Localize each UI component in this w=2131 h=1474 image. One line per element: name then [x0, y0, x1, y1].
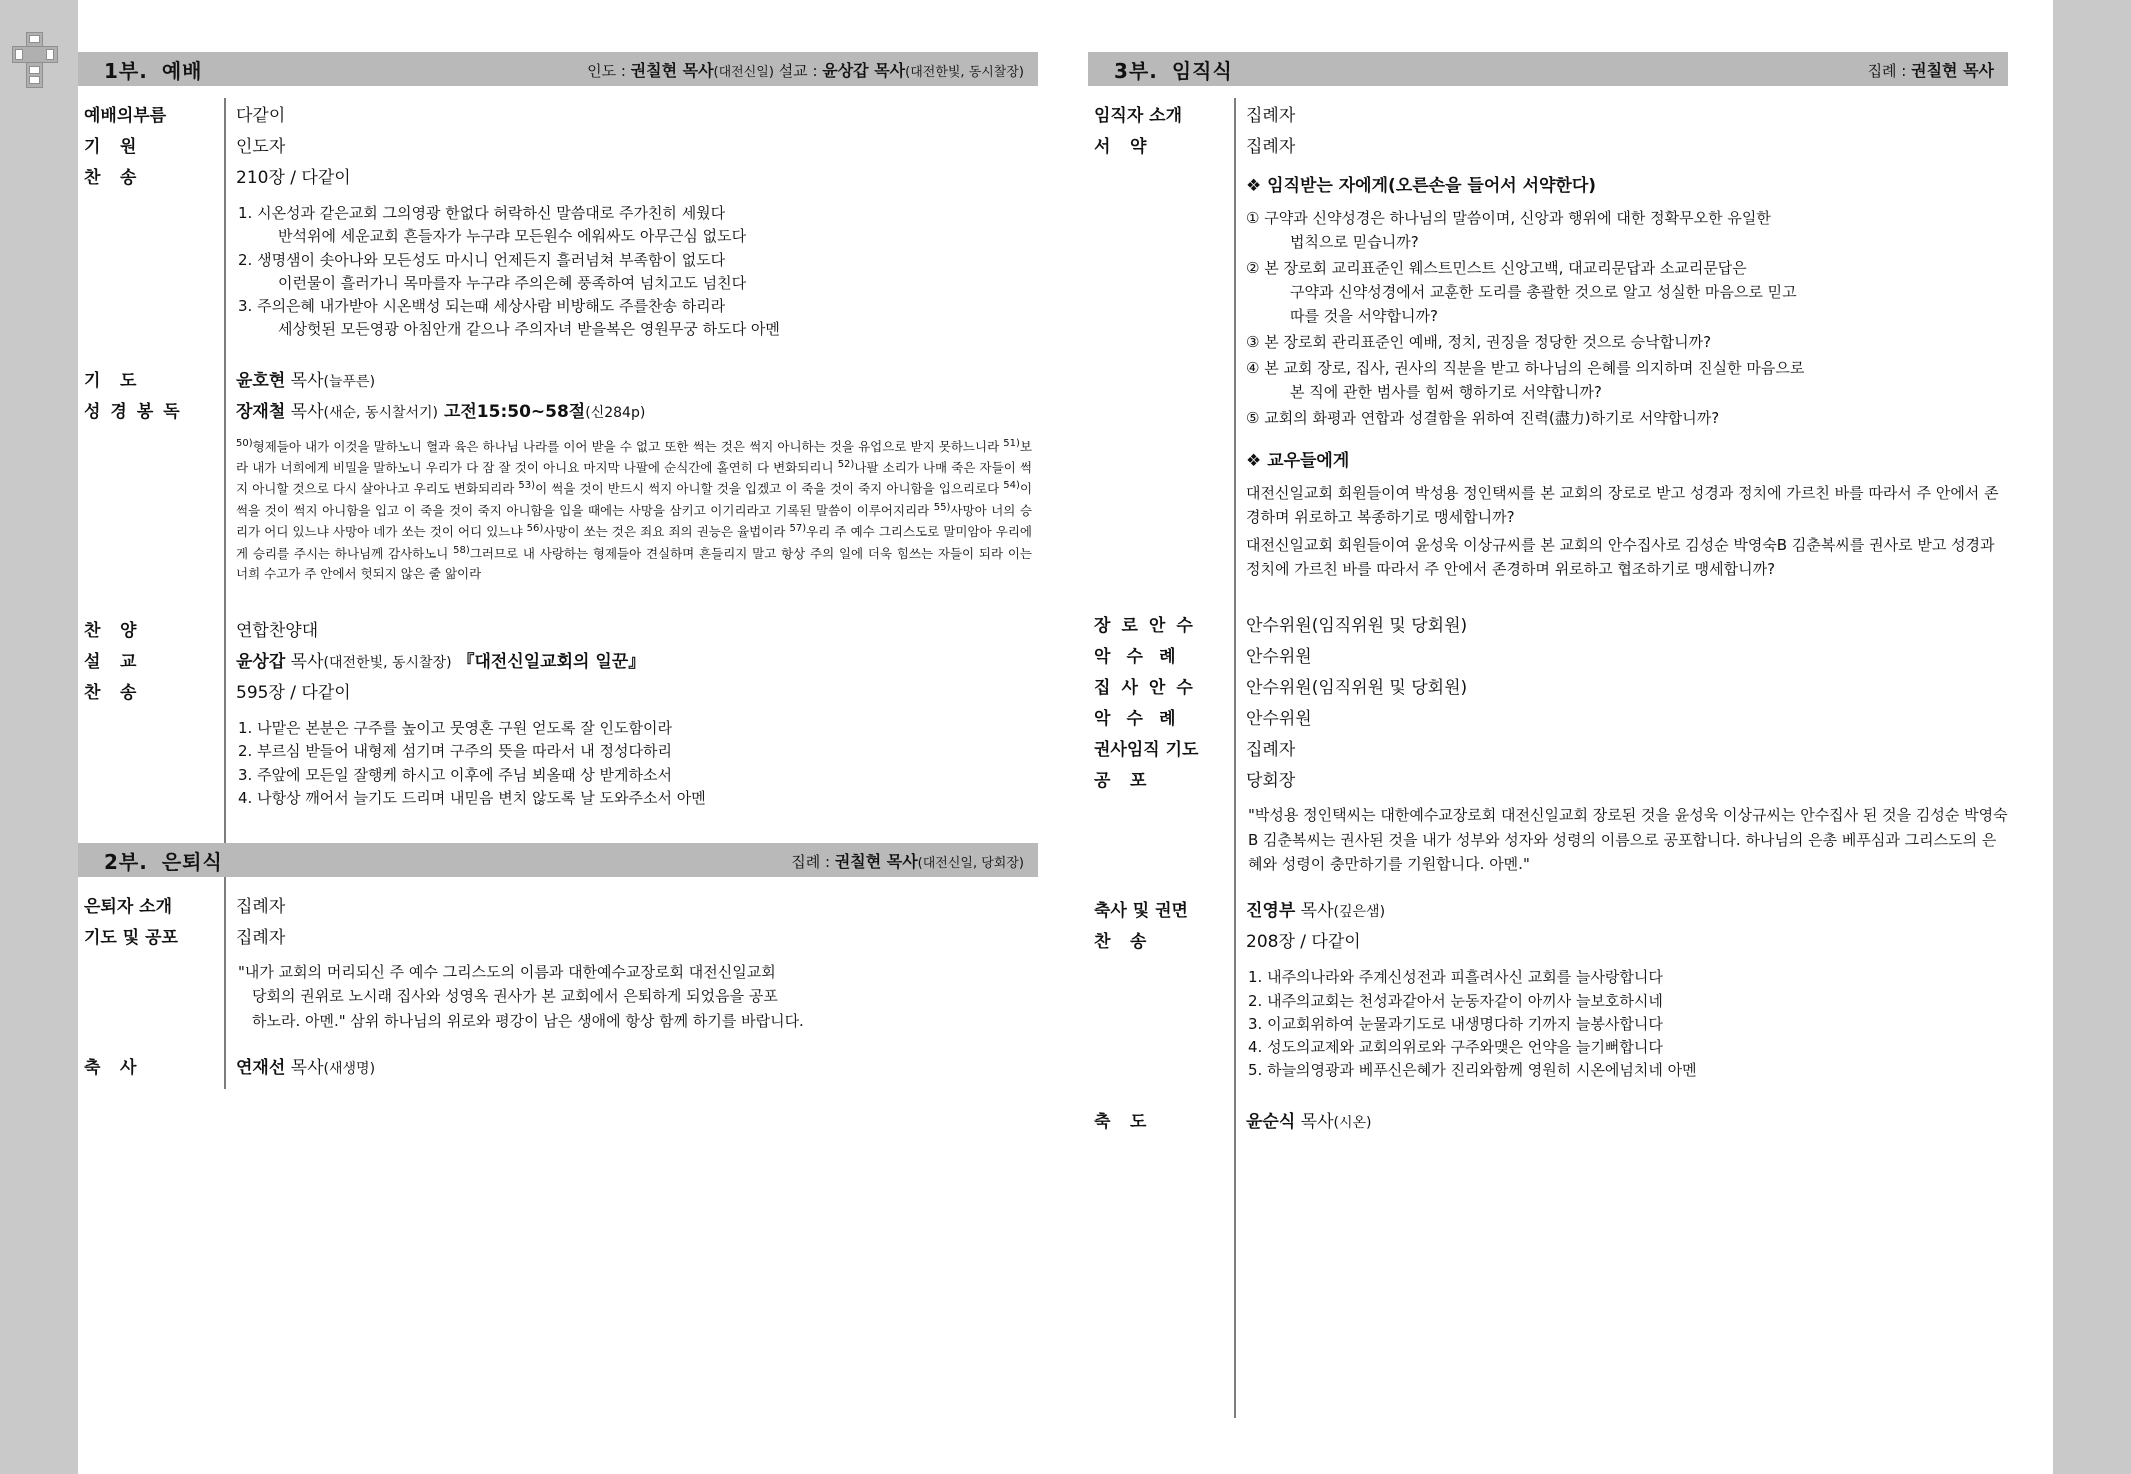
row-label	[78, 923, 218, 948]
row-label-text: 장 로 안 수	[1094, 616, 1196, 637]
hymn-595-lyrics	[218, 709, 1038, 814]
pledge-item-main: ④ 본 교회 장로, 집사, 권사의 직분을 받고 하나님의 은혜를 의지하며 진실한 마음으로	[1246, 359, 1805, 378]
hymn-210-lyrics	[218, 194, 1038, 346]
pledge-item	[1246, 256, 2008, 328]
hymn-595-lyrics-block	[78, 706, 1038, 817]
pledge-congregation-title: ❖ 교우들에게	[1246, 451, 1350, 472]
row-prayer-proclamation	[78, 920, 1038, 951]
prayer-person: 윤호현	[236, 370, 286, 391]
pledge-ordinand-title: ❖ 임직받는 자에게(오른손을 들어서 서약한다)	[1246, 176, 1597, 196]
row-label	[1088, 642, 1228, 667]
row-label	[1088, 611, 1228, 636]
hymn-line: 3. 이교회위하여 눈물과기도로 내생명다하 기까지 늘봉사합니다	[1248, 1014, 1663, 1033]
reader-person: 장재철	[236, 401, 286, 422]
row-hymn-595	[78, 675, 1038, 706]
row-value: 당회장	[1246, 771, 1296, 792]
hymn-line: 3. 주앞에 모든일 잘행케 하시고 이후에 주님 뵈올때 상 받게하소서	[238, 765, 672, 784]
pledge-item-main: ① 구약과 신약성경은 하나님의 말씀이며, 신앙과 행위에 대한 정확무오한 유일한	[1246, 209, 1771, 228]
row-value: 집례자	[1246, 137, 1296, 157]
row-value: 연합찬양대	[236, 621, 319, 642]
row-handshake-2	[1088, 701, 2008, 732]
row-label	[1088, 896, 1228, 921]
row-call-to-worship	[78, 98, 1038, 129]
prayer-title: 목사	[285, 370, 324, 391]
row-label	[1088, 673, 1228, 698]
row-handshake-1	[1088, 639, 2008, 670]
part3-divider	[1234, 98, 1236, 1418]
row-label-text: 임직자 소개	[1094, 106, 1183, 126]
row-label	[78, 647, 218, 672]
meta-label-officiant: 집례 :	[1867, 61, 1912, 80]
section-header-part1	[78, 52, 1038, 86]
row-congratulation	[78, 1050, 1038, 1081]
part2-divider	[224, 889, 226, 1089]
row-label	[78, 1053, 218, 1078]
row-value: 안수위원	[1246, 709, 1312, 730]
meta-label-leader: 인도 :	[587, 61, 631, 80]
section-number-part3: 3부.	[1114, 58, 1158, 83]
pledge-item	[1246, 330, 2008, 354]
preacher-title: 목사	[285, 652, 324, 673]
row-benediction	[1088, 1104, 2008, 1135]
hymn-line: 3. 주의은혜 내가받아 시온백성 되는때 세상사람 비방해도 주를찬송 하리라	[238, 297, 726, 315]
row-deacon-ordination	[1088, 670, 2008, 701]
row-label-text: 집 사 안 수	[1094, 678, 1196, 699]
ordination-proclamation-text: "박성용 정인택씨는 대한예수교장로회 대전신일교회 장로된 것을 윤성욱 이상규씨는 안수집사 된 것을 김성순 박영숙B 김춘복씨는 권사된 것을 내가 성부와 성자와 성령의 이름으로 공포합니다. 하나님의 은총 베푸심과 그리스도의 은혜와 성령이 충만하기를 기원합니다. 아멘."	[1248, 806, 2008, 873]
hymn-208-lyrics	[1228, 958, 2008, 1086]
left-column	[78, 0, 1038, 1081]
reader-title: 목사	[285, 401, 324, 422]
exhorter-church: (깊은샘)	[1333, 904, 1386, 921]
row-value	[218, 647, 1038, 672]
scripture-text-block	[78, 425, 1038, 594]
pledge-to-ordinands-cell	[1228, 163, 2008, 585]
proclamation-line: 하노라. 아멘." 삼위 하나님의 위로와 평강이 남은 생애에 항상 함께 하기를 바랍니다.	[252, 1011, 804, 1030]
pledge-item-main: ② 본 장로회 교리표준인 웨스트민스트 신앙고백, 대교리문답과 소교리문답은	[1246, 259, 1747, 278]
row-label-text: 성 경 봉 독	[84, 401, 182, 422]
row-value: 집례자	[1246, 740, 1296, 761]
row-hymn-210	[78, 160, 1038, 191]
meta-label-officiant: 집례 :	[791, 852, 835, 871]
row-label-text: 축 도	[1094, 1111, 1154, 1132]
row-value: 안수위원	[1246, 647, 1312, 668]
row-value: 안수위원(임직위원 및 당회원)	[1246, 678, 1468, 699]
scripture-text-cell	[218, 428, 1038, 591]
hymn-line: 1. 내주의나라와 주계신성전과 피흘려사신 교회를 늘사랑합니다	[1248, 968, 1663, 987]
pledge-item	[1246, 206, 2008, 254]
exhorter-title: 목사	[1295, 901, 1334, 922]
preacher-person: 윤상갑	[236, 652, 286, 673]
row-value: 안수위원(임직위원 및 당회원)	[1246, 616, 1468, 637]
hymn-line: 2. 생명샘이 솟아나와 모든성도 마시니 언제든지 흘러넘쳐 부족함이 없도다	[238, 250, 726, 269]
row-label-text: 서 약	[1094, 137, 1154, 157]
scripture-page: (신284p)	[585, 404, 646, 421]
benediction-person: 윤순식	[1246, 1111, 1296, 1132]
row-label	[78, 132, 218, 157]
congrat-church: (새생명)	[323, 1061, 376, 1078]
meta-officiant-name: 권칠현 목사	[834, 851, 918, 871]
hymn-line: 5. 하늘의영광과 베푸신은혜가 진리와함께 영원히 시온에넘치네 아멘	[1248, 1061, 1697, 1080]
row-value: 208장 / 다같이	[1246, 932, 1361, 953]
preacher-church: (대전한빛, 동시찰장)	[323, 655, 452, 672]
pledge-congregation-para: 대전신일교회 회원들이여 윤성욱 이상규씨를 본 교회의 안수집사로 김성순 박영숙B 김춘복씨를 권사로 받고 성경과 정치에 가르친 바를 따라서 주 안에서 존경하며 위로하고 협조하기로 맹세합니까?	[1246, 536, 1995, 579]
pledge-item-cont: 법칙으로 믿습니까?	[1290, 233, 1419, 252]
pledge-congregation-para: 대전신일교회 회원들이여 박성용 정인택씨를 본 교회의 장로로 받고 성경과 정치에 가르친 바를 따라서 주 안에서 존경하며 위로하고 복종하기로 맹세합니까?	[1246, 484, 1999, 527]
section-meta-part1	[587, 58, 1024, 81]
right-column	[1088, 0, 2008, 1135]
row-label-text: 기 원	[84, 137, 144, 157]
reader-church: (새순, 동시찰서기)	[323, 404, 439, 421]
benediction-title: 목사	[1295, 1111, 1334, 1132]
row-value: 집례자	[236, 897, 286, 918]
row-congrat-exhortation	[1088, 893, 2008, 924]
row-label-text: 권사임직 기도	[1094, 740, 1199, 761]
pledge-item-cont: 구약과 신약성경에서 교훈한 도리를 총괄한 것으로 알고 성실한 마음으로 믿고	[1290, 283, 1797, 302]
row-proclamation	[1088, 763, 2008, 794]
hymn-line: 1. 시온성과 같은교회 그의영광 한없다 허락하신 말씀대로 주가친히 세웠다	[238, 204, 726, 222]
row-sermon	[78, 644, 1038, 675]
meta-officiant-church: (대전신일, 당회장)	[917, 855, 1024, 871]
row-label-text: 축사 및 권면	[1094, 901, 1188, 922]
section-title-part3: 임직식	[1171, 58, 1233, 83]
row-label	[1088, 101, 1228, 126]
scripture-reference: 고전15:50~58절	[438, 401, 586, 422]
retirement-proclamation-block	[78, 951, 1038, 1036]
sermon-title: 『대전신일교회의 일꾼』	[451, 652, 646, 673]
hymn-line: 4. 나항상 깨어서 늘기도 드리며 내믿음 변치 않도록 날 도와주소서 아멘	[238, 788, 706, 807]
meta-label-preacher: 설교 :	[773, 61, 823, 80]
part2-rows	[78, 889, 1038, 1081]
section-header-part3	[1088, 52, 2008, 86]
row-label	[78, 163, 218, 188]
bulletin-page	[78, 0, 2053, 1474]
row-value: 집례자	[236, 928, 286, 949]
hymn-210-lyrics-block	[78, 191, 1038, 349]
left-margin-strip	[0, 0, 78, 1474]
row-label-text: 찬 송	[84, 683, 144, 704]
row-label	[78, 616, 218, 641]
meta-preacher-church: (대전한빛, 동시찰장)	[905, 64, 1024, 80]
ordination-proclamation-block	[1088, 794, 2008, 879]
cross-logo-icon	[12, 32, 58, 88]
section-meta-part2	[791, 849, 1024, 872]
scripture-text: $^{50)}$형제들아 내가 이것을 말하노니 혈과 육은 하나님 나라를 이어 받을 수 없고 또한 썩는 것은 썩지 아니하는 것을 유업으로 받지 못하느니라 $^{51)}$보라 내가 너희에게 비밀을 말하노니 우리가 다 잠 잘 것이 아니요 마지막 나팔에 순식간에 홀연히 다 변화되리니 $^{52)}$나팔 소리가 나매 죽은 자들이 썩지 아니할 것으로 다시 살아나고 우리도 변화되리라 $^{53)}$이 썩을 것이 반드시 썩지 아니할 것을 입겠고 이 죽을 것이 죽지 아니함을 입으리로다 $^{54)}$이 썩을 것이 썩지 아니함을 입고 이 죽을 것이 죽지 아니함을 입을 때에는 사망을 삼키고 이기리라고 기록된 말씀이 이루어지리라 $^{55)}$사망아 너의 승리가 어디 있느냐 사망아 네가 쏘는 것이 어디 있느냐 $^{56)}$사망이 쏘는 것은 죄요 죄의 권능은 율법이라 $^{57)}$우리 주 예수 그리스도로 말미암아 우리에게 승리를 주시는 하나님께 감사하노니 $^{58)}$그러므로 내 사랑하는 형제들아 견실하며 흔들리지 말고 항상 주의 일에 더욱 힘쓰는 자들이 되라 이는 너희 수고가 주 안에서 헛되지 않은 줄 앎이라	[236, 437, 1033, 581]
pledge-item-cont: 본 직에 관한 범사를 힘써 행하기로 서약합니까?	[1290, 383, 1602, 402]
row-label	[1088, 766, 1228, 791]
row-label-text: 기도 및 공포	[84, 928, 178, 949]
proclamation-line: "내가 교회의 머리되신 주 예수 그리스도의 이름과 대한예수교장로회 대전신일교회	[238, 963, 776, 982]
pledge-item-cont2: 따를 것을 서약합니까?	[1290, 307, 1438, 326]
hymn-208-lyrics-block	[1088, 955, 2008, 1089]
hymn-line: 4. 성도의교제와 교회의위로와 구주와맺은 언약을 늘기뻐합니다	[1248, 1038, 1663, 1057]
congrat-title: 목사	[285, 1058, 324, 1079]
row-label	[78, 678, 218, 703]
row-value	[1228, 1107, 2008, 1132]
row-value	[1228, 896, 2008, 921]
meta-officiant-name: 권칠현 목사	[1911, 60, 1994, 80]
ordination-proclamation-cell	[1228, 797, 2008, 876]
row-label	[78, 397, 218, 422]
section-number-part1: 1부.	[104, 58, 148, 83]
row-retiree-intro	[78, 889, 1038, 920]
pledge-item	[1246, 356, 2008, 404]
row-value	[218, 366, 1038, 391]
hymn-line: 2. 부르심 받들어 내형제 섬기며 구주의 뜻을 따라서 내 정성다하리	[238, 742, 672, 761]
row-hymn-208	[1088, 924, 2008, 955]
row-label-text: 축 사	[84, 1058, 144, 1079]
row-label	[1088, 927, 1228, 952]
row-label	[78, 366, 218, 391]
row-invocation	[78, 129, 1038, 160]
row-label	[1088, 704, 1228, 729]
row-label-text: 악 수 례	[1094, 709, 1181, 730]
row-label-text: 은퇴자 소개	[84, 897, 173, 918]
row-vow	[1088, 129, 2008, 160]
section-meta-part3	[1868, 58, 1994, 81]
row-value: 다같이	[236, 106, 286, 126]
row-label-text: 찬 송	[84, 168, 144, 188]
row-label-text: 설 교	[84, 652, 144, 673]
row-elder-ordination	[1088, 608, 2008, 639]
row-value: 집례자	[1246, 106, 1296, 126]
pledge-item	[1246, 406, 2008, 430]
row-label	[1088, 1107, 1228, 1132]
congrat-person: 연재선	[236, 1058, 286, 1079]
part1-rows	[78, 98, 1038, 817]
pledge-item-main: ⑤ 교회의 화평과 연합과 성결함을 위하여 진력(盡力)하기로 서약합니까?	[1246, 409, 1720, 428]
exhorter-person: 진영부	[1246, 901, 1296, 922]
retirement-proclamation-cell	[218, 954, 1038, 1033]
row-ordinand-intro	[1088, 98, 2008, 129]
section-title-part2: 은퇴식	[161, 849, 223, 874]
part3-rows	[1088, 98, 2008, 1135]
hymn-line: 2. 내주의교회는 천성과같아서 눈동자같이 아끼사 늘보호하시네	[1248, 991, 1663, 1010]
prayer-church: (늘푸른)	[323, 373, 376, 390]
hymn-line: 1. 나맡은 본분은 구주를 높이고 뭇영혼 구원 얻도록 잘 인도함이라	[238, 719, 672, 738]
proclamation-line: 당회의 권위로 노시래 집사와 성영옥 권사가 본 교회에서 은퇴하게 되었음을 공포	[252, 987, 778, 1006]
pledge-to-ordinands-block	[1088, 160, 2008, 588]
row-label-text: 예배의부름	[84, 106, 167, 126]
row-special-music	[78, 613, 1038, 644]
row-label-text: 기 도	[84, 370, 144, 391]
section-number-part2: 2부.	[104, 849, 148, 874]
row-label	[1088, 735, 1228, 760]
row-value: 210장 / 다같이	[236, 168, 351, 188]
hymn-line: 세상헛된 모든영광 아침안개 같으나 주의자녀 받을복은 영원무궁 하도다 아멘	[278, 320, 780, 339]
row-label-text: 찬 양	[84, 621, 144, 642]
row-scripture-reading	[78, 394, 1038, 425]
row-prayer	[78, 363, 1038, 394]
row-label-text: 찬 송	[1094, 932, 1154, 953]
row-label	[1088, 132, 1228, 157]
row-label	[78, 892, 218, 917]
benediction-church: (시온)	[1333, 1114, 1372, 1131]
row-value	[218, 1053, 1038, 1078]
meta-leader-name: 권칠현 목사	[630, 60, 714, 80]
row-label-text: 악 수 례	[1094, 647, 1181, 668]
row-label-text: 공 포	[1094, 771, 1154, 792]
hymn-line: 이런물이 흘러가니 목마를자 누구랴 주의은혜 풍족하여 넘치고도 넘친다	[278, 273, 747, 292]
pledge-item-main: ③ 본 장로회 관리표준인 예배, 정치, 권징을 정당한 것으로 승낙합니까?	[1246, 333, 1712, 352]
section-header-part2	[78, 843, 1038, 877]
row-label	[78, 101, 218, 126]
meta-leader-church: (대전신일)	[713, 64, 774, 80]
row-value: 595장 / 다같이	[236, 683, 351, 704]
row-value	[218, 397, 1038, 422]
hymn-line: 반석위에 세운교회 흔들자가 누구랴 모든원수 에워싸도 아무근심 없도다	[278, 227, 747, 246]
row-kwonsa-prayer	[1088, 732, 2008, 763]
row-value: 인도자	[236, 137, 286, 157]
meta-preacher-name: 윤상갑 목사	[822, 60, 906, 80]
section-title-part1: 예배	[161, 58, 203, 83]
